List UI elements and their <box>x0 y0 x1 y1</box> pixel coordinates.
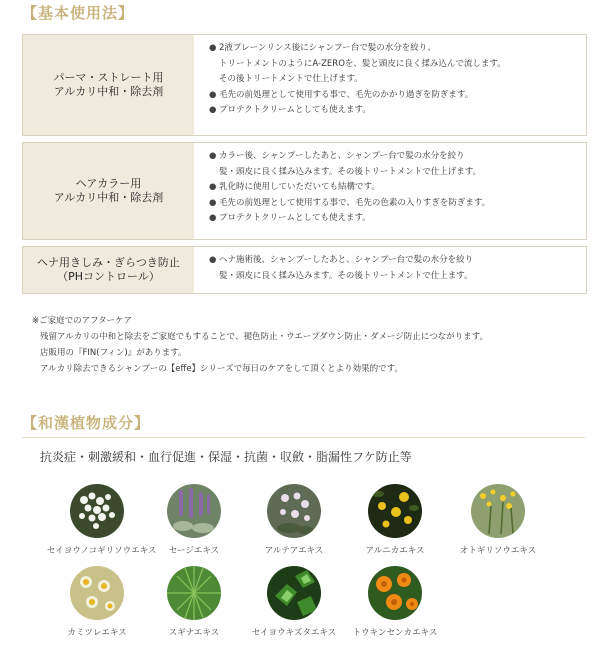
herbs-section-title: 【和漢植物成分】 <box>22 414 151 432</box>
usage-section-title: 【基本使用法】 <box>22 4 135 22</box>
list-item <box>209 149 580 165</box>
herb-name: セージエキス <box>168 546 220 556</box>
list-item <box>209 253 580 269</box>
label-line: アルカリ中和・除去剤 <box>53 191 164 204</box>
desc-line: ヘナ施術後、シャンプーしたあと、シャンプー台で髪の水分を絞り <box>219 255 474 265</box>
list-item <box>209 196 580 212</box>
yarrow-photo-icon <box>70 484 124 538</box>
desc-line: 2液プレーンリンス後にシャンプー台で髪の水分を絞り、 <box>219 43 436 53</box>
bullet-icon: ● <box>209 89 217 100</box>
herb-horsetail <box>144 566 244 638</box>
list-item <box>209 88 580 104</box>
note-heading: ※ご家庭でのアフターケア <box>32 316 133 326</box>
herb-name: セイヨウノコギリソウエキス <box>47 546 157 556</box>
bullet-icon: ● <box>209 255 217 265</box>
label-line: ヘナ用きしみ・ぎらつき防止 <box>37 256 180 269</box>
home-care-note <box>32 313 488 377</box>
usage-row-perm <box>22 34 587 136</box>
desc-line: 毛先の前処理として使用する事で、毛先の色素の入りすぎを防ぎます。 <box>219 197 491 208</box>
bullet-icon: ● <box>209 43 217 53</box>
herb-name: スギナエキス <box>168 628 220 638</box>
herb-name: トウキンセンカエキス <box>352 628 438 638</box>
bullet-icon: ● <box>209 151 217 161</box>
sage-photo-icon <box>167 484 221 538</box>
desc-line: カラー後、シャンプーしたあと、シャンプー台で髪の水分を絞り <box>219 151 465 161</box>
usage-row-label <box>23 247 194 293</box>
althaea-photo-icon <box>267 484 321 538</box>
herb-st-johns-wort <box>448 484 548 556</box>
usage-row-label <box>23 143 194 239</box>
note-line: アルカリ除去できるシャンプーの【effe】シリーズで毎日のケアをして頂くとより効果的です。 <box>40 364 403 374</box>
arnica-photo-icon <box>368 484 422 538</box>
herb-name: セイヨウキズタエキス <box>251 628 337 638</box>
desc-line: プロテクトクリームとしても使えます。 <box>219 105 371 115</box>
herb-arnica <box>345 484 445 556</box>
bullet-icon: ● <box>209 182 217 192</box>
chamomile-photo-icon <box>70 566 124 620</box>
list-item <box>209 103 580 119</box>
calendula-photo-icon <box>368 566 422 620</box>
list-item <box>209 41 580 57</box>
label-line: （PHコントロール） <box>57 270 160 283</box>
bullet-icon: ● <box>209 197 217 208</box>
herb-chamomile <box>47 566 147 638</box>
label-line: ヘアカラー用 <box>75 177 142 190</box>
herb-effects: 抗炎症・刺激緩和・血行促進・保湿・抗菌・収斂・脂漏性フケ防止等 <box>40 450 412 464</box>
desc-line: プロテクトクリームとしても使えます。 <box>219 213 371 223</box>
section-divider <box>22 437 585 438</box>
usage-row-henna <box>22 246 587 294</box>
desc-line: 毛先の前処理として使用する事で、毛先のかかり過ぎを防ぎます。 <box>219 89 474 100</box>
herb-name: オトギリソウエキス <box>459 546 537 556</box>
herb-name: アルニカエキス <box>365 546 425 556</box>
bullet-icon: ● <box>209 213 217 223</box>
usage-row-description <box>209 41 580 119</box>
usage-row-label <box>23 35 194 135</box>
list-item <box>209 211 580 227</box>
herb-ivy <box>244 566 344 638</box>
desc-line: 乳化時に使用していただいても結構です。 <box>219 182 380 192</box>
ivy-photo-icon <box>267 566 321 620</box>
horsetail-photo-icon <box>167 566 221 620</box>
usage-row-color <box>22 142 587 240</box>
note-line: 店販用の『FIN(フィン)』があります。 <box>40 348 187 358</box>
list-item <box>209 180 580 196</box>
desc-line: 髪・頭皮に良く揉み込みます。その後トリートメントで仕上げます。 <box>219 166 482 177</box>
desc-line: その後トリートメントで仕上げます。 <box>219 74 363 84</box>
usage-row-description <box>209 253 580 284</box>
herb-name: カミツレエキス <box>67 628 127 638</box>
desc-line: トリートメントのようにA-ZEROを、髪と頭皮に良く揉み込んで流します。 <box>219 58 506 69</box>
note-line: 残留アルカリの中和と除去をご家庭でもすることで、褪色防止・ウエーブダウン防止・ダメージ防止につながります。 <box>40 332 488 342</box>
bullet-icon: ● <box>209 105 217 115</box>
desc-line: 髪・頭皮に良く揉み込みます。その後トリートメントで仕上ます。 <box>219 270 473 281</box>
label-line: パーマ・ストレート用 <box>53 71 164 84</box>
usage-row-description <box>209 149 580 227</box>
herb-althaea <box>244 484 344 556</box>
herb-sage <box>144 484 244 556</box>
herb-calendula <box>345 566 445 638</box>
herb-name: アルテアエキス <box>264 546 324 556</box>
herb-yarrow <box>47 484 157 556</box>
label-line: アルカリ中和・除去剤 <box>53 85 164 98</box>
st-johns-wort-photo-icon <box>471 484 525 538</box>
